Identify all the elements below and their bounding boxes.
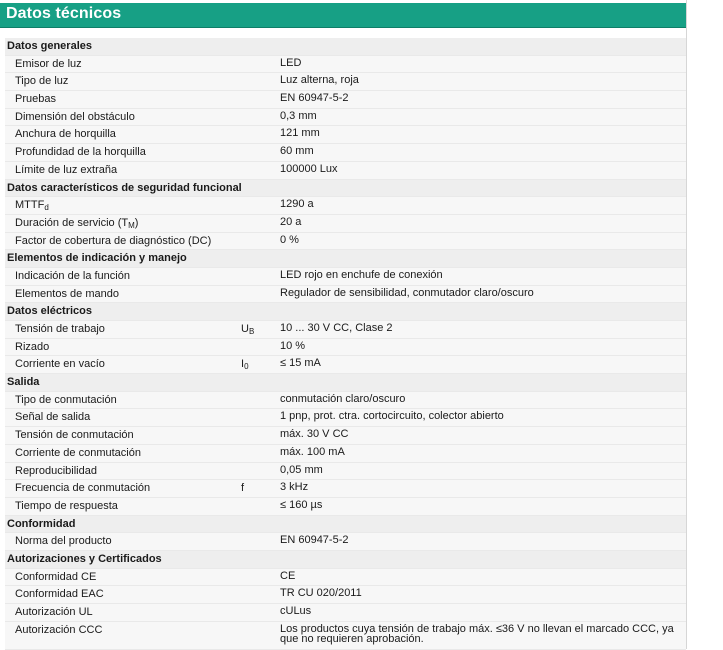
spec-label-text: Profundidad de la horquilla xyxy=(15,146,146,159)
spec-symbol-text: f xyxy=(241,482,245,495)
spec-label xyxy=(15,411,90,423)
spec-row xyxy=(5,463,686,481)
spec-value: Regulador de sensibilidad, conmutador claro/oscuro xyxy=(280,286,534,299)
spec-label xyxy=(15,235,211,247)
spec-label xyxy=(15,164,117,176)
spec-value: 1 pnp, prot. ctra. cortocircuito, colector abierto xyxy=(280,410,504,423)
section-title: Datos característicos de seguridad funcional xyxy=(7,181,242,194)
spec-label-text: Emisor de luz xyxy=(15,57,82,70)
section-row xyxy=(5,303,686,321)
spec-value: 1290 a xyxy=(280,198,314,211)
spec-row xyxy=(5,233,686,251)
spec-row xyxy=(5,126,686,144)
spec-symbol xyxy=(241,482,244,494)
spec-value: 20 a xyxy=(280,215,302,228)
spec-row xyxy=(5,197,686,215)
spec-label xyxy=(15,128,116,140)
spec-label xyxy=(15,588,104,600)
spec-value: ≤ 15 mA xyxy=(280,357,321,370)
spec-label-text: Tensión de conmutación xyxy=(15,429,134,442)
spec-label-text: Dimensión del obstáculo xyxy=(15,110,135,123)
spec-row xyxy=(5,409,686,427)
spec-value: 121 mm xyxy=(280,127,320,140)
spec-row xyxy=(5,321,686,339)
spec-row xyxy=(5,533,686,551)
section-title: Datos eléctricos xyxy=(7,305,92,318)
spec-label xyxy=(15,75,68,87)
spec-label-text: Autorización UL xyxy=(15,606,93,618)
spec-row xyxy=(5,586,686,604)
spec-label-text: Tipo de conmutación xyxy=(15,393,117,406)
spec-row xyxy=(5,445,686,463)
spec-value: LED xyxy=(280,56,302,69)
spec-label-text: Corriente de conmutación xyxy=(15,446,141,459)
spec-symbol-subscript: B xyxy=(248,327,255,336)
spec-symbol-text: U xyxy=(241,323,249,335)
spec-label-text: Pruebas xyxy=(15,93,56,106)
spec-label-text: Frecuencia de conmutación xyxy=(15,482,151,495)
spec-label-text: Autorización CCC xyxy=(15,623,103,636)
spec-row xyxy=(5,480,686,498)
spec-label-text: Tipo de luz xyxy=(15,75,69,88)
spec-value: ≤ 160 µs xyxy=(280,498,323,511)
spec-label-subscript: d xyxy=(44,203,49,213)
spec-label xyxy=(15,571,96,583)
spec-row xyxy=(5,356,686,374)
spec-row xyxy=(5,569,686,587)
spec-label xyxy=(15,624,102,636)
spec-label xyxy=(15,93,56,105)
section-row xyxy=(5,38,686,56)
spec-label-text: Tensión de trabajo xyxy=(15,323,105,335)
spec-symbol-subscript: 0 xyxy=(244,362,249,372)
spec-row xyxy=(5,622,686,650)
spec-label xyxy=(15,447,141,459)
spec-label-text: Indicación de la función xyxy=(15,269,130,282)
spec-value: Los productos cuya tensión de trabajo máx. ≤36 V no llevan el marcado CCC, ya que no requieren aprobación. xyxy=(280,622,674,645)
section-title: Salida xyxy=(7,376,40,389)
spec-label xyxy=(15,394,117,406)
page-title: Datos técnicos xyxy=(6,5,122,22)
spec-label-text: Conformidad CE xyxy=(15,570,97,583)
spec-value: 100000 Lux xyxy=(280,162,338,175)
section-title: Datos generales xyxy=(7,40,92,52)
section-row xyxy=(5,551,686,569)
spec-value: 10 ... 30 V CC, Clase 2 xyxy=(280,322,393,334)
spec-label xyxy=(15,535,112,547)
spec-label xyxy=(15,270,130,282)
section-row xyxy=(5,180,686,198)
spec-row xyxy=(5,392,686,410)
spec-row xyxy=(5,339,686,357)
spec-row xyxy=(5,268,686,286)
spec-row xyxy=(5,427,686,445)
spec-label-text: Elementos de mando xyxy=(15,287,119,300)
spec-row xyxy=(5,73,686,91)
spec-row xyxy=(5,56,686,74)
spec-label-text: Factor de cobertura de diagnóstico (DC) xyxy=(15,234,212,247)
spec-value: EN 60947-5-2 xyxy=(280,534,349,547)
spec-label xyxy=(15,146,146,158)
spec-label xyxy=(15,341,49,353)
spec-row xyxy=(5,144,686,162)
spec-value: máx. 100 mA xyxy=(280,445,345,458)
spec-label xyxy=(15,58,82,70)
section-row xyxy=(5,250,686,268)
spec-row xyxy=(5,109,686,127)
spec-value: 10 % xyxy=(280,339,306,352)
spec-label xyxy=(15,482,150,494)
section-title: Elementos de indicación y manejo xyxy=(7,252,187,265)
spec-value: 0,05 mm xyxy=(280,463,323,476)
spec-table xyxy=(5,38,686,650)
spec-row xyxy=(5,91,686,109)
section-title: Conformidad xyxy=(7,517,76,530)
spec-value: máx. 30 V CC xyxy=(280,428,349,441)
spec-label-text: Tiempo de respuesta xyxy=(15,499,118,512)
spec-value: EN 60947-5-2 xyxy=(280,92,349,105)
spec-label-text: Límite de luz extraña xyxy=(15,163,118,176)
spec-value: cULus xyxy=(280,605,312,617)
spec-value: CE xyxy=(280,569,296,582)
spec-value: Luz alterna, roja xyxy=(280,74,359,87)
spec-label-subscript: M xyxy=(128,220,135,230)
spec-label-text: Señal de salida xyxy=(15,411,91,424)
spec-label-text: Duración de servicio (T xyxy=(15,216,129,229)
spec-label-text: Conformidad EAC xyxy=(15,588,104,601)
section-header-bar xyxy=(0,3,686,28)
spec-label xyxy=(15,323,105,335)
spec-label xyxy=(15,288,119,300)
spec-label-text: MTTF xyxy=(15,199,45,212)
spec-value: LED rojo en enchufe de conexión xyxy=(280,268,443,281)
spec-value: 60 mm xyxy=(280,145,314,158)
spec-label-suffix: ) xyxy=(134,216,139,229)
spec-label xyxy=(15,500,118,512)
spec-value: TR CU 020/2011 xyxy=(280,587,362,600)
spec-label xyxy=(15,465,97,477)
spec-row xyxy=(5,498,686,516)
spec-label xyxy=(15,358,105,370)
spec-label xyxy=(15,199,49,212)
spec-symbol xyxy=(241,358,249,371)
spec-label-text: Rizado xyxy=(15,340,50,353)
spec-value: 0 % xyxy=(280,233,299,246)
spec-label xyxy=(15,217,138,230)
section-row xyxy=(5,374,686,392)
spec-row xyxy=(5,162,686,180)
section-title: Autorizaciones y Certificados xyxy=(7,552,162,565)
spec-label xyxy=(15,606,93,618)
spec-row xyxy=(5,604,686,622)
spec-label xyxy=(15,111,135,123)
section-row xyxy=(5,516,686,534)
spec-value: 3 kHz xyxy=(280,481,309,494)
spec-row xyxy=(5,286,686,304)
spec-label-text: Anchura de horquilla xyxy=(15,128,116,141)
spec-row xyxy=(5,215,686,233)
spec-value: conmutación claro/oscuro xyxy=(280,392,406,405)
spec-label-text: Corriente en vacío xyxy=(15,358,105,371)
spec-label-text: Norma del producto xyxy=(15,535,112,548)
spec-label xyxy=(15,429,134,441)
spec-label-text: Reproducibilidad xyxy=(15,464,97,477)
page-edge-divider xyxy=(686,0,687,649)
spec-value: 0,3 mm xyxy=(280,109,317,122)
spec-symbol-text: I xyxy=(241,358,245,371)
spec-symbol xyxy=(241,323,254,336)
